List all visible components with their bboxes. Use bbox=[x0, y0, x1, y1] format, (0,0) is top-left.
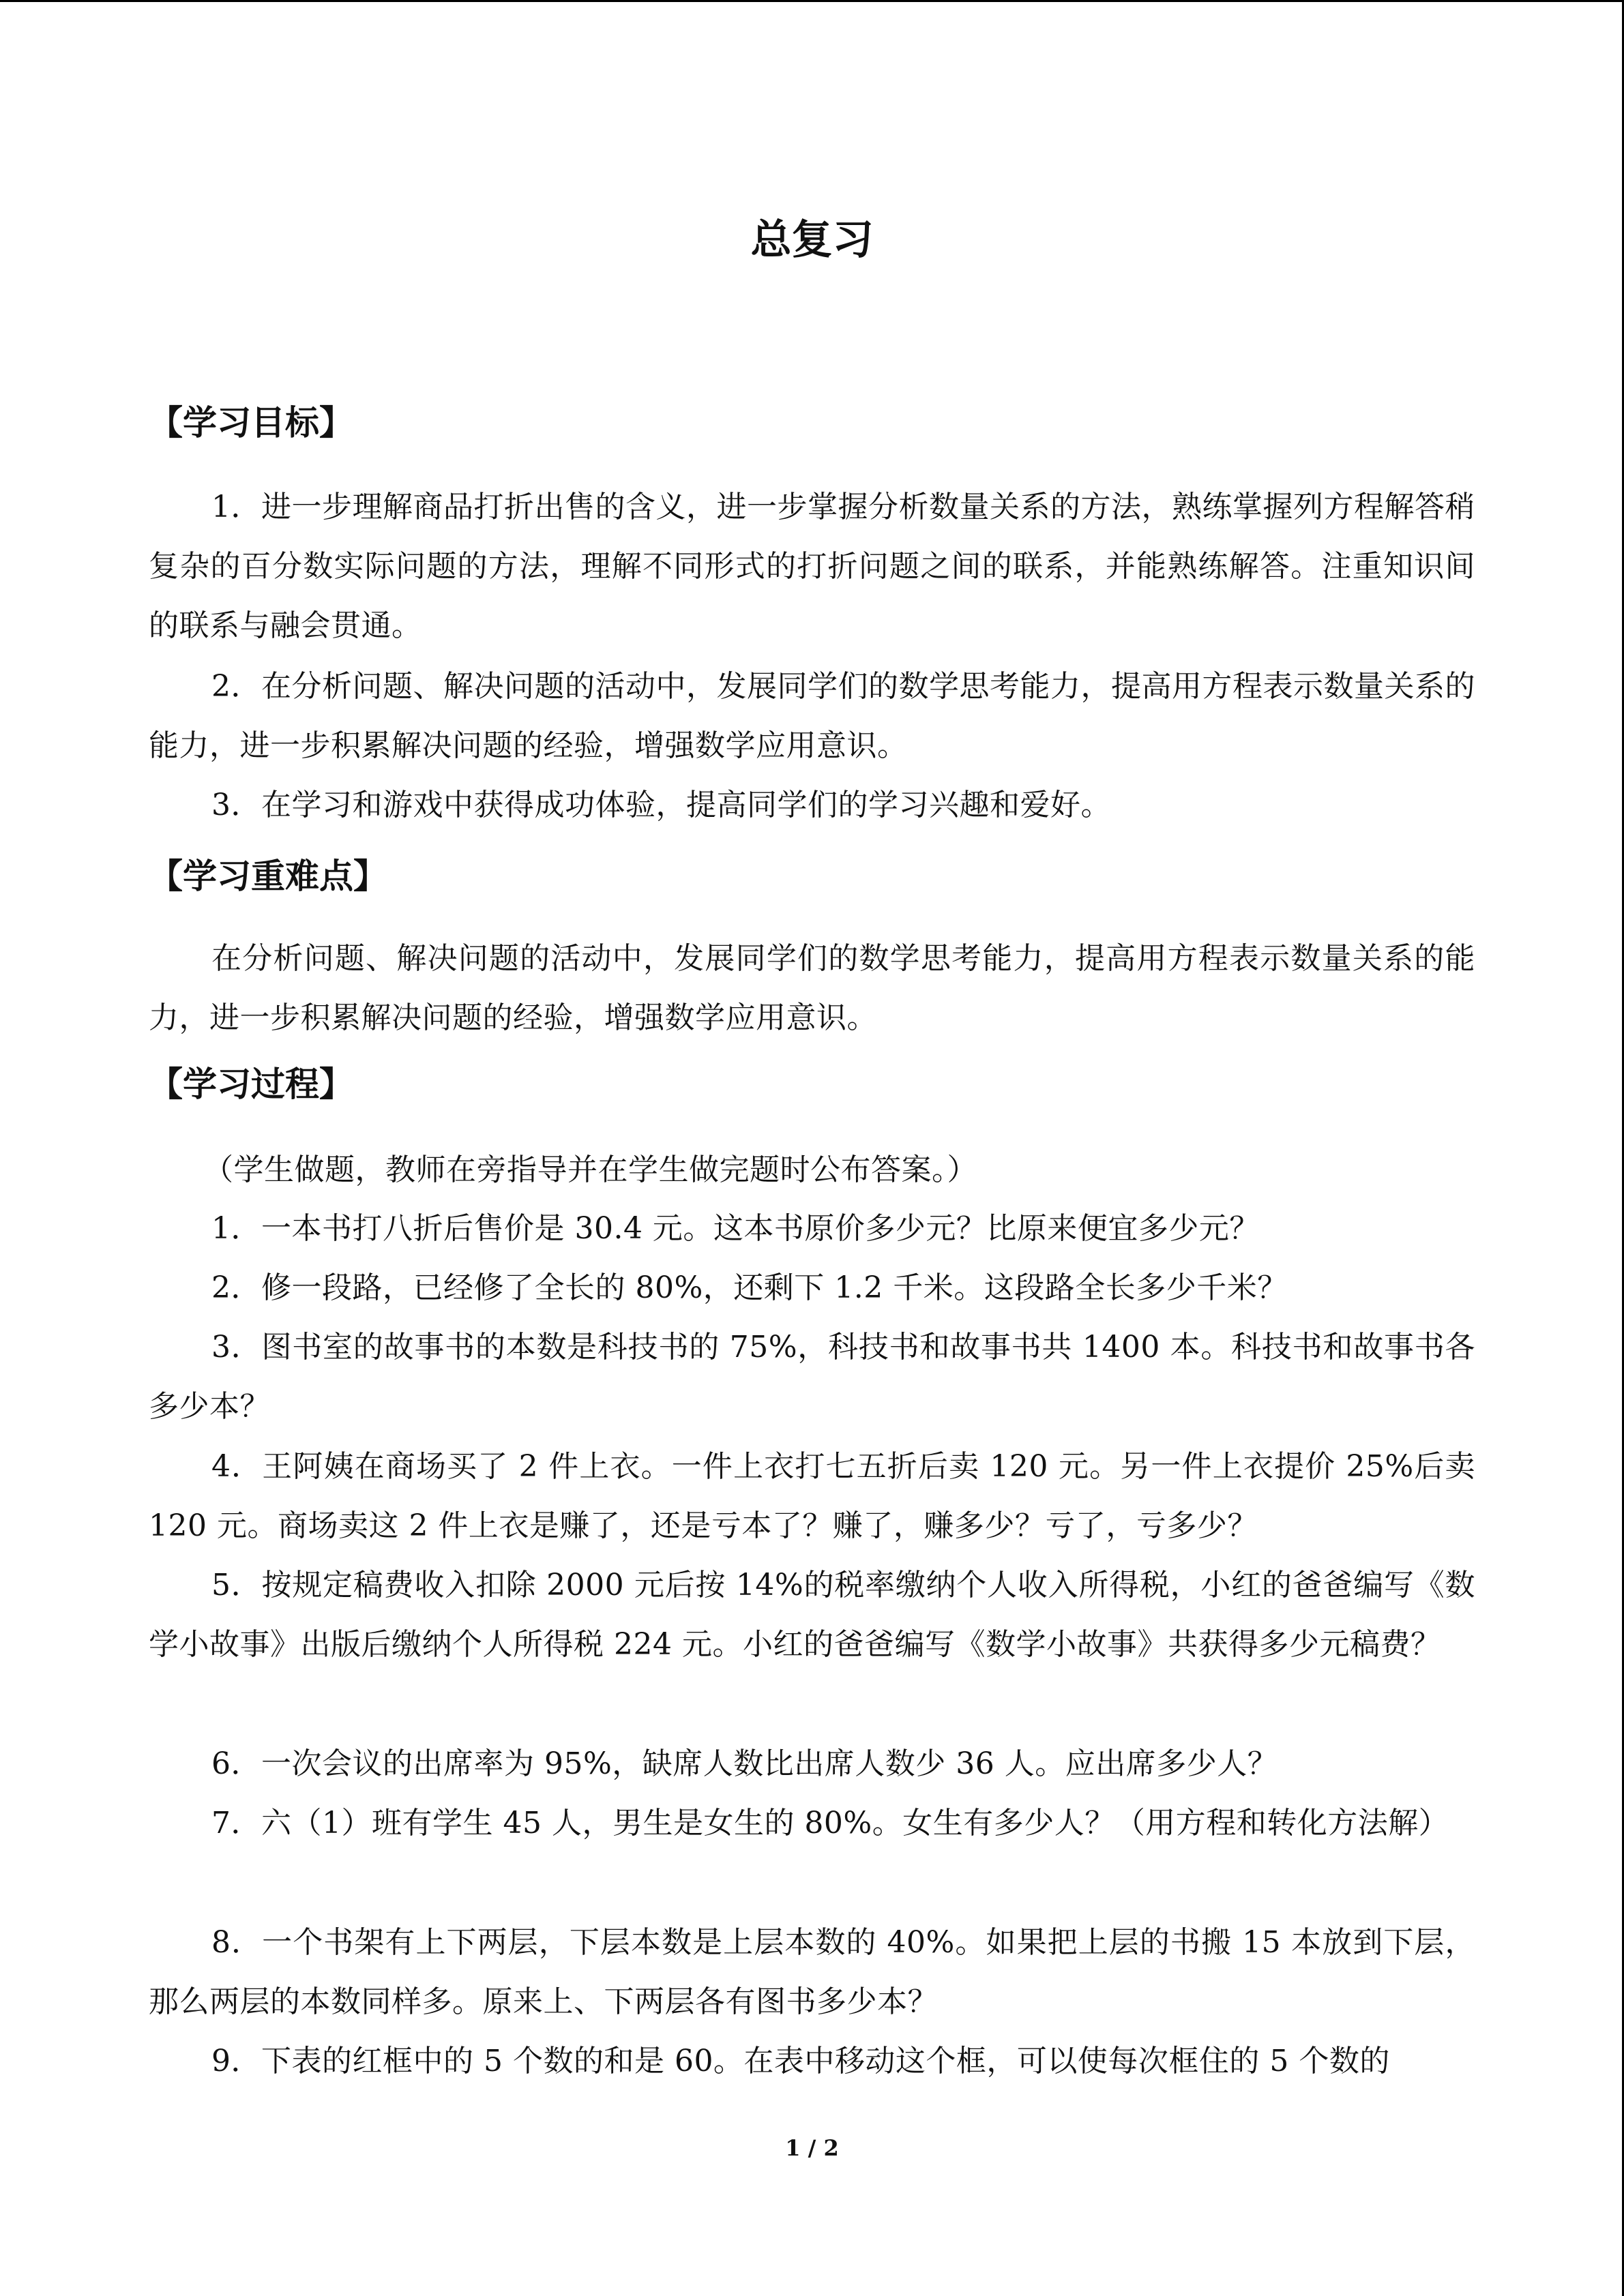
page-number: 1 / 2 bbox=[785, 2135, 839, 2161]
goal-item-3: 3．在学习和游戏中获得成功体验，提高同学们的学习兴趣和爱好。 bbox=[211, 788, 1111, 822]
exercise-item-1: 1．一本书打八折后售价是 30.4 元。这本书原价多少元？比原来便宜多少元？ bbox=[211, 1211, 1260, 1246]
exercise-item-4: 4．王阿姨在商场买了 2 件上衣。一件上衣打七五折后卖 120 元。另一件上衣提价 25%后卖 120 元。商场卖这 2 件上衣是赚了，还是亏本了？赚了，赚多少？亏了，亏多少？ bbox=[149, 1449, 1475, 1543]
key-points-heading: 【学习重难点】 bbox=[149, 856, 387, 896]
goals-heading: 【学习目标】 bbox=[149, 403, 353, 443]
page-title: 总复习 bbox=[750, 216, 874, 264]
key-points-text: 在分析问题、解决问题的活动中，发展同学们的数学思考能力，提高用方程表示数量关系的能力，进一步积累解决问题的经验，增强数学应用意识。 bbox=[149, 941, 1475, 1035]
goal-item-1: 1．进一步理解商品打折出售的含义，进一步掌握分析数量关系的方法，熟练掌握列方程解答稍复杂的百分数实际问题的方法，理解不同形式的打折问题之间的联系，并能熟练解答。注重知识间的联系与融会贯通。 bbox=[149, 490, 1475, 643]
process-intro: （学生做题，教师在旁指导并在学生做完题时公布答案。） bbox=[203, 1152, 977, 1187]
process-heading: 【学习过程】 bbox=[149, 1064, 353, 1104]
exercise-item-3: 3．图书室的故事书的本数是科技书的 75%，科技书和故事书共 1400 本。科技书和故事书各多少本？ bbox=[149, 1330, 1475, 1424]
goal-item-2: 2．在分析问题、解决问题的活动中，发展同学们的数学思考能力，提高用方程表示数量关系的能力，进一步积累解决问题的经验，增强数学应用意识。 bbox=[149, 669, 1475, 763]
exercise-item-5: 5．按规定稿费收入扣除 2000 元后按 14%的税率缴纳个人收入所得税，小红的爸爸编写《数学小故事》出版后缴纳个人所得税 224 元。小红的爸爸编写《数学小故事》共获得多少元稿费？ bbox=[149, 1568, 1475, 1662]
exercise-item-7: 7．六（1）班有学生 45 人，男生是女生的 80%。女生有多少人？（用方程和转化方法解） bbox=[211, 1806, 1449, 1840]
exercise-item-8: 8．一个书架有上下两层，下层本数是上层本数的 40%。如果把上层的书搬 15 本放到下层，那么两层的本数同样多。原来上、下两层各有图书多少本？ bbox=[149, 1925, 1475, 2019]
exercise-item-6: 6．一次会议的出席率为 95%，缺席人数比出席人数少 36 人。应出席多少人？ bbox=[211, 1746, 1278, 1781]
exercise-item-9: 9．下表的红框中的 5 个数的和是 60。在表中移动这个框，可以使每次框住的 5 个数的 bbox=[211, 2044, 1390, 2078]
page-border-top bbox=[0, 0, 1624, 2]
exercise-item-2: 2．修一段路，已经修了全长的 80%，还剩下 1.2 千米。这段路全长多少千米？ bbox=[211, 1270, 1288, 1305]
